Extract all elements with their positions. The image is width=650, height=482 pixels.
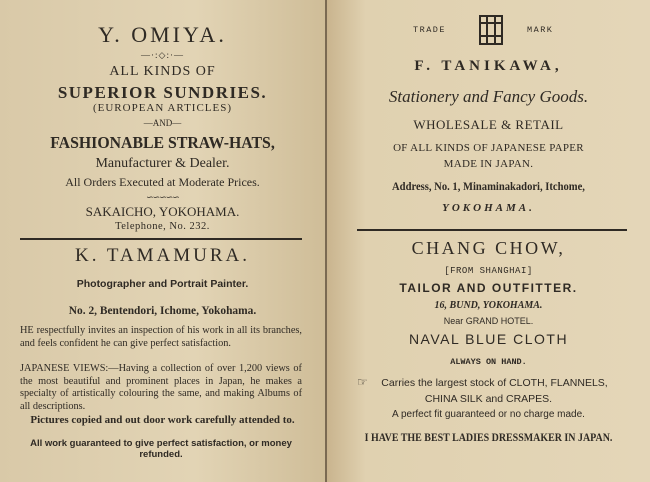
omiya-name: Y. OMIYA.: [98, 22, 227, 47]
tamamura-intro-paragraph: HE respectfully invites an inspection of his work in all its branches, and feels confident he can give perfect satisfaction.: [20, 325, 302, 349]
mark-label: MARK: [527, 25, 554, 35]
tanikawa-script: Stationery and Fancy Goods.: [388, 87, 589, 106]
tamamura-name: K. TAMAMURA.: [74, 245, 251, 266]
tamamura-guarantee: All work guaranteed to give perfect satisfaction, or money refunded.: [30, 438, 292, 460]
chang-chow-from: [FROM SHANGHAI]: [444, 266, 533, 276]
chang-chow-name: CHANG CHOW,: [411, 238, 566, 258]
chang-chow-stock2: CHINA SILK and CRAPES.: [424, 393, 553, 405]
omiya-line2: SUPERIOR SUNDRIES.: [57, 83, 268, 102]
ornament-divider: —·:◇:·—: [141, 50, 184, 60]
chang-chow-stock1: Carries the largest stock of CLOTH, FLANNELS,: [381, 377, 608, 389]
tanikawa-line3: MADE IN JAPAN.: [443, 158, 534, 170]
right-page: [327, 0, 650, 482]
best-dressmaker: I HAVE THE BEST LADIES DRESSMAKER IN JAPAN.: [364, 430, 613, 444]
omiya-line1: ALL KINDS OF: [109, 64, 216, 79]
omiya-address: SAKAICHO, YOKOHAMA.: [85, 204, 240, 219]
trademark-logo: [478, 14, 504, 46]
chang-chow-address: 16, BUND, YOKOHAMA.: [434, 300, 543, 311]
tanikawa-line1: WHOLESALE & RETAIL: [413, 117, 564, 132]
chang-chow-perfect: A perfect fit guaranteed or no charge made.: [392, 409, 585, 420]
tanikawa-address: Address, No. 1, Minaminakadori, Itchome,: [392, 181, 585, 193]
tanikawa-line2: OF ALL KINDS OF JAPANESE PAPER: [393, 142, 584, 154]
omiya-line4: —AND—: [143, 118, 182, 128]
naval-blue-cloth: NAVAL BLUE CLOTH: [408, 331, 569, 347]
omiya-line6: Manufacturer & Dealer.: [95, 156, 230, 171]
omiya-line7: All Orders Executed at Moderate Prices.: [65, 175, 260, 189]
omiya-line5: FASHIONABLE STRAW-HATS,: [50, 133, 275, 152]
section-rule: [357, 229, 627, 231]
omiya-line3: (EUROPEAN ARTICLES): [92, 102, 233, 114]
section-rule: [20, 238, 302, 240]
tamamura-address: No. 2, Bentendori, Ichome, Yokohama.: [68, 303, 257, 317]
tamamura-copy-line: Pictures copied and out door work carefully attended to.: [30, 414, 295, 426]
tanikawa-city: YOKOHAMA.: [442, 202, 535, 214]
wavy-divider: ∽∽∽∽∽: [146, 192, 179, 202]
tamamura-subtitle: Photographer and Portrait Painter.: [76, 278, 249, 290]
omiya-phone: Telephone, No. 232.: [115, 221, 210, 232]
pointing-hand-icon: ☞: [357, 375, 368, 389]
chang-chow-near: Near GRAND HOTEL.: [443, 316, 534, 326]
tanikawa-name: F. TANIKAWA,: [414, 58, 563, 74]
japanese-views-paragraph: JAPANESE VIEWS:—Having a collection of over 1,200 views of the most beautiful and prominent places in Japan, he makes a specialty of artistically colouring the same, and making Albums of all descriptions.: [20, 363, 302, 412]
always-on-hand: ALWAYS ON HAND.: [450, 357, 527, 367]
chang-chow-trade: TAILOR AND OUTFITTER.: [399, 281, 578, 295]
trade-label: TRADE: [413, 25, 447, 35]
